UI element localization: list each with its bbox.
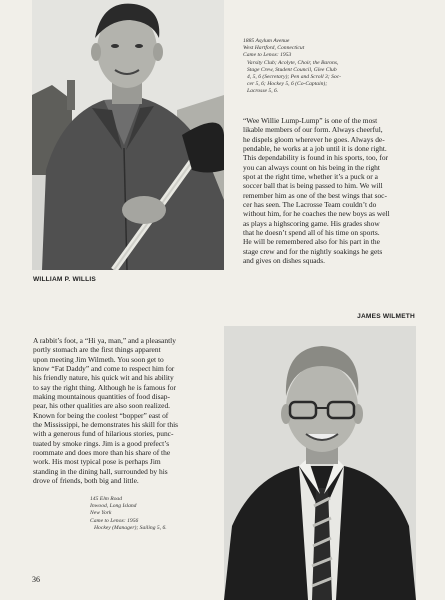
bio-line: that he doesn’t spend all of his time on sports. bbox=[243, 228, 380, 238]
activities-line: cer 5, 6; Hockey 5, 6 (Co-Captain); bbox=[247, 81, 328, 88]
bio-line: drove of friends, both big and little. bbox=[33, 476, 139, 486]
biography-wilmeth bbox=[33, 336, 211, 486]
bio-line: as plays a highscoring game. His grades show bbox=[243, 218, 380, 228]
bio-line: work. His most typical pose is perhaps Jim bbox=[33, 457, 161, 467]
bio-line: standing in the dining hall, surrounded by his bbox=[33, 466, 168, 476]
biography-willis bbox=[243, 116, 418, 266]
activities-line: Hockey (Manager); Sailing 5, 6. bbox=[94, 524, 167, 531]
bio-line: roommate and does more than his share of the bbox=[33, 448, 171, 458]
bio-line: stage crew and for the nightly soakings he gets bbox=[243, 246, 383, 256]
activities-line: Lacrosse 5, 6. bbox=[247, 88, 279, 95]
activities-line: Varsity Club; Acolyte, Choir, the Barons, bbox=[247, 59, 339, 66]
bio-line: making mountainous quantities of food disap- bbox=[33, 392, 170, 402]
portrait-photo-willis bbox=[32, 0, 224, 270]
portrait-photo-wilmeth bbox=[224, 326, 416, 600]
bio-line: and gives on dishes squads. bbox=[243, 256, 326, 266]
address-block-willis bbox=[243, 38, 415, 96]
address-line: New York bbox=[90, 510, 112, 517]
address-line: Inwood, Long Island bbox=[90, 503, 137, 510]
bio-line: soccer ball that is being passed to him. We will bbox=[243, 181, 383, 191]
bio-line: he dispels gloom wherever he goes. Always de- bbox=[243, 134, 385, 144]
student-name-wilmeth: JAMES WILMETH bbox=[357, 313, 415, 320]
bio-line: without him, for he coaches the new boys as well bbox=[243, 209, 390, 219]
bio-line: know “Fat Daddy” and come to respect him for bbox=[33, 364, 175, 374]
activities-line: Stage Crew, Student Council, Glee Club bbox=[247, 66, 337, 73]
address-block-wilmeth bbox=[90, 496, 220, 532]
bio-line: the Mississippi, he demonstrates his skill for this bbox=[33, 420, 179, 430]
bio-line: He will be remembered also for his part in the bbox=[243, 237, 380, 247]
bio-line: portly stomach are the first things apparent bbox=[33, 345, 161, 355]
bio-line: his friendly nature, his quick wit and his ability bbox=[33, 373, 174, 383]
bio-line: cer has seen. The Lacrosse Team couldn’t do bbox=[243, 200, 377, 210]
bio-line: upon meeting Jim Wilmeth. You soon get to bbox=[33, 354, 164, 364]
bio-line: tuated by smoke rings. Jim is a good prefect’s bbox=[33, 438, 170, 448]
bio-line: you can always count on his being in the right bbox=[243, 162, 380, 172]
arrival-year: Came to Lenox: 1953 bbox=[243, 52, 292, 59]
page-number: 36 bbox=[32, 575, 40, 584]
bio-line: “Wee Willie Lump-Lump” is one of the most bbox=[243, 116, 378, 125]
activities-line: 4, 5, 6 (Secretary); Pen and Scroll 3; Soc- bbox=[247, 74, 342, 81]
address-line: 1885 Asylum Avenue bbox=[243, 38, 290, 44]
bio-line: pendable, he works at a job until it is done right. bbox=[243, 144, 387, 154]
bio-line: likable members of our form. Always cheerful, bbox=[243, 125, 383, 135]
bio-line: with a generous fund of hilarious stories, punc- bbox=[33, 429, 174, 439]
bio-line: A rabbit’s foot, a “Hi ya, man,” and a pleasantly bbox=[33, 336, 176, 345]
address-line: West Hartford, Connecticut bbox=[243, 45, 305, 52]
bio-line: Known for being the coolest “bopper” east of bbox=[33, 410, 169, 420]
bio-line: remember him as one of the best wings that soc- bbox=[243, 190, 387, 200]
activities-list bbox=[243, 60, 415, 96]
bio-line: spot at the right time, whether it’s a puck or a bbox=[243, 172, 378, 182]
arrival-year: Came to Lenox: 1956 bbox=[90, 517, 139, 524]
address-line: 145 Elm Road bbox=[90, 496, 123, 502]
bio-line: pear, his other qualities are also soon realized. bbox=[33, 401, 171, 411]
student-name-willis: WILLIAM P. WILLIS bbox=[33, 276, 96, 283]
bio-line: to say the right thing. Although he is famous for bbox=[33, 382, 176, 392]
bio-line: This dependability is found in his sports, too, for bbox=[243, 153, 389, 163]
